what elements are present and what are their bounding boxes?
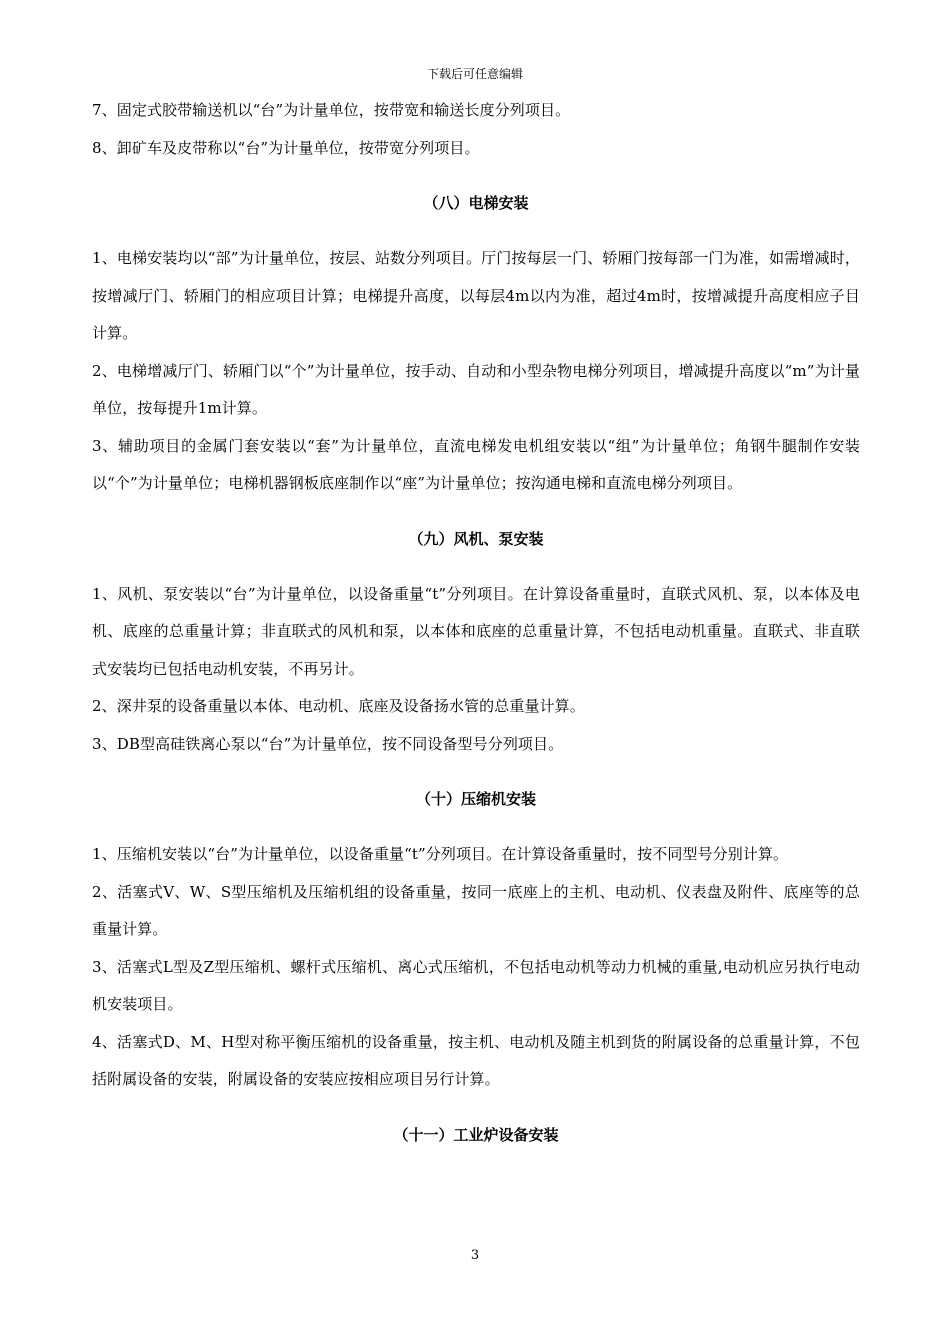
paragraph-8: 8、卸矿车及皮带称以“台”为计量单位，按带宽分列项目。 (92, 138, 480, 157)
document-body (92, 92, 860, 1172)
s8-paragraph-2: 2、电梯增减厅门、轿厢门以“个”为计量单位，按手动、自动和小型杂物电梯分列项目，增减提升高度以“m”为计量单位，按每提升1m计算。 (92, 361, 860, 417)
s9-paragraph-3: 3、DB型高硅铁离心泵以“台”为计量单位，按不同设备型号分列项目。 (92, 734, 564, 753)
s8-paragraph-1: 1、电梯安装均以“部”为计量单位，按层、站数分列项目。厅门按每层一门、轿厢门按每部一门为准，如需增减时，按增减厅门、轿厢门的相应项目计算；电梯提升高度，以每层4m以内为准，超过4m时，按增减提升高度相应子目计算。 (92, 249, 860, 342)
s9-paragraph-1: 1、风机、泵安装以“台”为计量单位，以设备重量“t”分列项目。在计算设备重量时，直联式风机、泵，以本体及电机、底座的总重量计算；非直联式的风机和泵，以本体和底座的总重量计算，不包括电动机重量。直联式、非直联式安装均已包括电动机安装，不再另计。 (92, 584, 860, 678)
s10-paragraph-1: 1、压缩机安装以“台”为计量单位，以设备重量“t”分列项目。在计算设备重量时，按不同型号分别计算。 (92, 845, 789, 863)
s10-paragraph-2: 2、活塞式V、W、S型压缩机及压缩机组的设备重量，按同一底座上的主机、电动机、仪表盘及附件、底座等的总重量计算。 (92, 882, 860, 938)
section-heading-8: （八）电梯安装 (423, 194, 529, 212)
s9-paragraph-2: 2、深井泵的设备重量以本体、电动机、底座及设备扬水管的总重量计算。 (92, 697, 585, 715)
section-heading-9: （九）风机、泵安装 (408, 529, 544, 548)
s10-paragraph-3: 3、活塞式L型及Z型压缩机、螺杆式压缩机、离心式压缩机，不包括电动机等动力机械的重量,电动机应另执行电动机安装项目。 (92, 957, 860, 1013)
section-heading-11: （十一）工业炉设备安装 (393, 1125, 559, 1144)
page-number: 3 (470, 1248, 480, 1263)
section-heading-10: （十）压缩机安装 (415, 790, 536, 808)
s10-paragraph-4: 4、活塞式D、M、H型对称平衡压缩机的设备重量，按主机、电动机及随主机到货的附属设备的总重量计算，不包括附属设备的安装，附属设备的安装应按相应项目另行计算。 (92, 1032, 860, 1088)
paragraph-7: 7、固定式胶带输送机以“台”为计量单位，按带宽和输送长度分列项目。 (92, 101, 571, 119)
page-header: 下载后可任意编辑 (426, 67, 523, 81)
s8-paragraph-3: 3、辅助项目的金属门套安装以“套”为计量单位，直流电梯发电机组安装以“组”为计量单位；角钢牛腿制作安装以“个”为计量单位；电梯机器钢板底座制作以“座”为计量单位；按沟通电梯和直流电梯分列项目。 (92, 436, 860, 492)
